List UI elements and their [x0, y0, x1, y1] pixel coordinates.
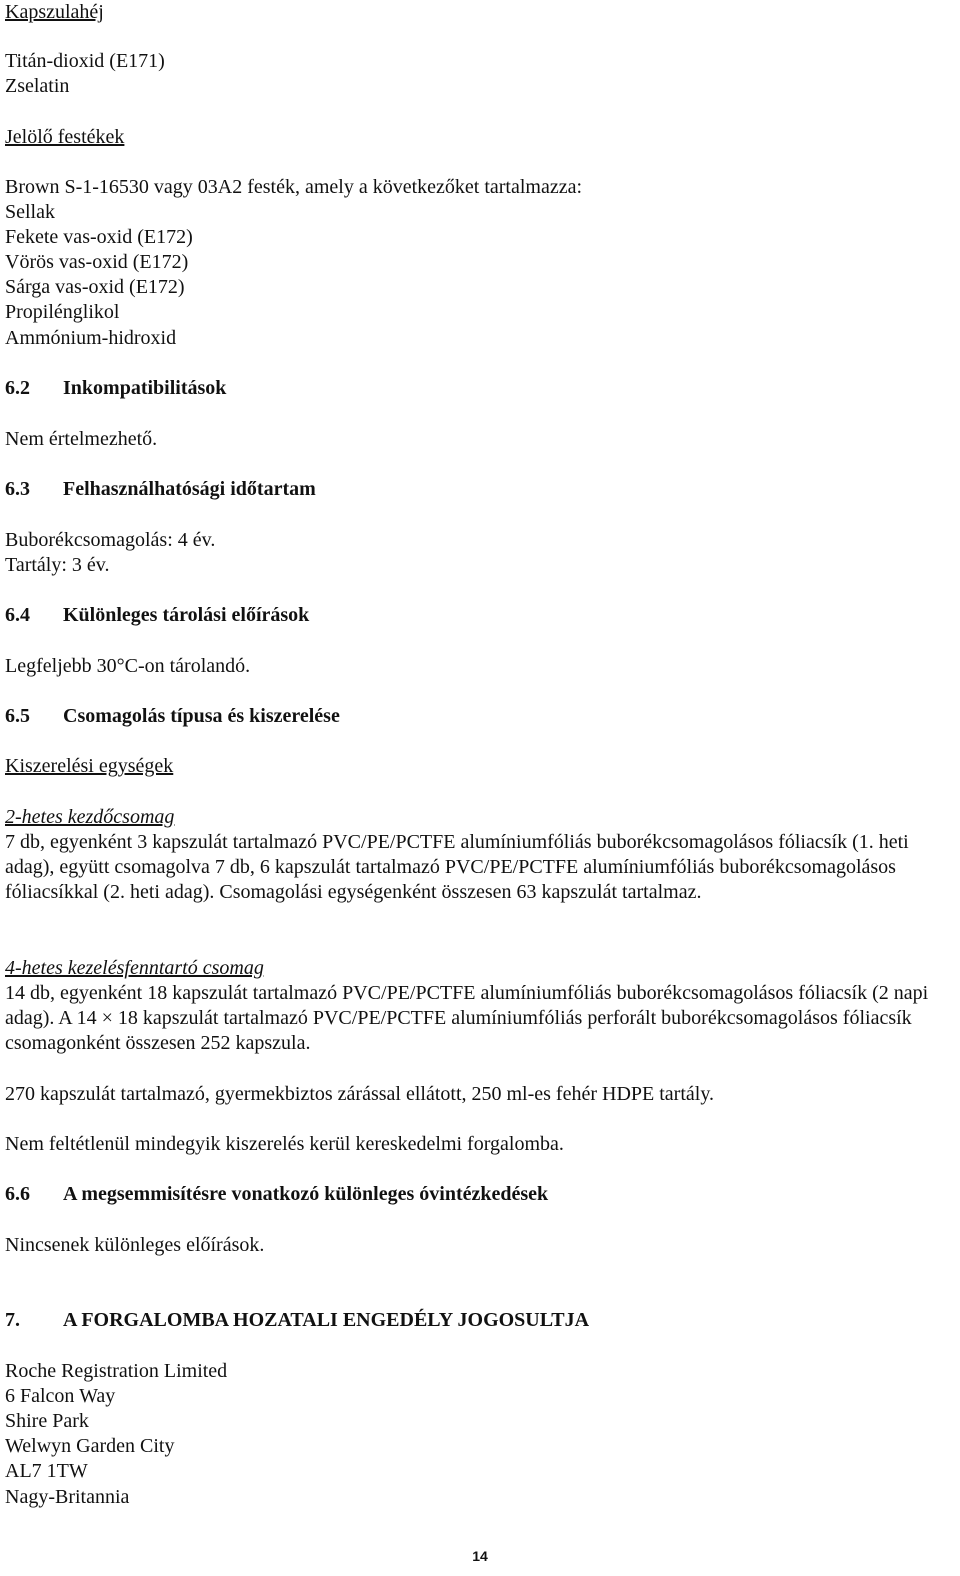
page-number: 14	[472, 1548, 488, 1564]
section-number: 6.6	[5, 1183, 30, 1205]
capsule-shell-heading: Kapszulahéj	[5, 1, 104, 23]
marking-ink-item: Sellak	[5, 201, 55, 223]
bottle-pack-text: 270 kapszulát tartalmazó, gyermekbiztos zárással ellátott, 250 ml-es fehér HDPE tartály.	[5, 1083, 715, 1105]
section-title: A FORGALOMBA HOZATALI ENGEDÉLY JOGOSULTJA	[63, 1309, 590, 1331]
maintenance-pack-text: 14 db, egyenként 18 kapszulát tartalmazó PVC/PE/PCTFE alumíniumfóliás buborékcsomagolásos fóliacsík (2 napi adag). A 14 × 18 kapszulát tartalmazó PVC/PE/PCTFE alumíniumfóliás perforált buborékcsomagolásos fóliacsík csomagonként összesen 252 kapszula.	[5, 982, 929, 1054]
section-title: Különleges tárolási előírások	[63, 604, 310, 626]
capsule-shell-item: Titán-dioxid (E171)	[5, 50, 165, 72]
marking-ink-item: Vörös vas-oxid (E172)	[5, 251, 189, 273]
section-6-2-text: Nem értelmezhető.	[5, 428, 158, 450]
section-number: 6.5	[5, 705, 30, 727]
section-number: 6.2	[5, 377, 30, 399]
capsule-shell-item: Zselatin	[5, 75, 70, 97]
holder-address-line: AL7 1TW	[5, 1460, 88, 1482]
maintenance-pack-heading: 4-hetes kezelésfenntartó csomag	[5, 957, 264, 979]
holder-address-line: Roche Registration Limited	[5, 1360, 228, 1382]
marking-ink-item: Propilénglikol	[5, 301, 120, 323]
section-6-5-heading	[5, 704, 340, 728]
marking-inks-intro: Brown S-1-16530 vagy 03A2 festék, amely a következőket tartalmazza:	[5, 176, 583, 198]
section-title: Felhasználhatósági időtartam	[63, 478, 316, 500]
section-6-2-heading	[5, 376, 226, 400]
marketing-note: Nem feltétlenül mindegyik kiszerelés kerül kereskedelmi forgalomba.	[5, 1133, 564, 1155]
section-6-4-heading	[5, 603, 309, 627]
holder-address-line: Shire Park	[5, 1410, 89, 1432]
marking-ink-item: Fekete vas-oxid (E172)	[5, 226, 193, 248]
section-number: 7.	[5, 1309, 20, 1331]
starter-pack-heading: 2-hetes kezdőcsomag	[5, 806, 175, 828]
section-title: Inkompatibilitások	[63, 377, 227, 399]
marking-inks-heading: Jelölő festékek	[5, 126, 125, 148]
pack-units-heading: Kiszerelési egységek	[5, 755, 174, 777]
marking-ink-item: Ammónium-hidroxid	[5, 327, 177, 349]
holder-address-line: 6 Falcon Way	[5, 1385, 116, 1407]
marking-ink-item: Sárga vas-oxid (E172)	[5, 276, 185, 298]
section-6-3-line: Tartály: 3 év.	[5, 554, 110, 576]
holder-address-line: Nagy-Britannia	[5, 1486, 130, 1508]
section-6-4-text: Legfeljebb 30°C-on tárolandó.	[5, 655, 251, 677]
section-title: A megsemmisítésre vonatkozó különleges óvintézkedések	[63, 1183, 549, 1205]
section-6-3-heading	[5, 477, 316, 501]
starter-pack-text: 7 db, egyenként 3 kapszulát tartalmazó PVC/PE/PCTFE alumíniumfóliás buborékcsomagolásos fóliacsík (1. heti adag), együtt csomagolva 7 db, 6 kapszulát tartalmazó PVC/PE/PCTFE alumíniumfóliás buborékcsomagolásos fóliacsíkkal (2. heti adag). Csomagolási egységenként összesen 63 kapszulát tartalmaz.	[5, 831, 909, 903]
section-6-6-text: Nincsenek különleges előírások.	[5, 1234, 265, 1256]
section-title: Csomagolás típusa és kiszerelése	[63, 705, 340, 727]
holder-address-line: Welwyn Garden City	[5, 1435, 175, 1457]
section-6-6-heading	[5, 1182, 548, 1206]
section-7-heading	[5, 1308, 589, 1332]
section-6-3-line: Buborékcsomagolás: 4 év.	[5, 529, 216, 551]
section-number: 6.4	[5, 604, 30, 626]
section-number: 6.3	[5, 478, 30, 500]
